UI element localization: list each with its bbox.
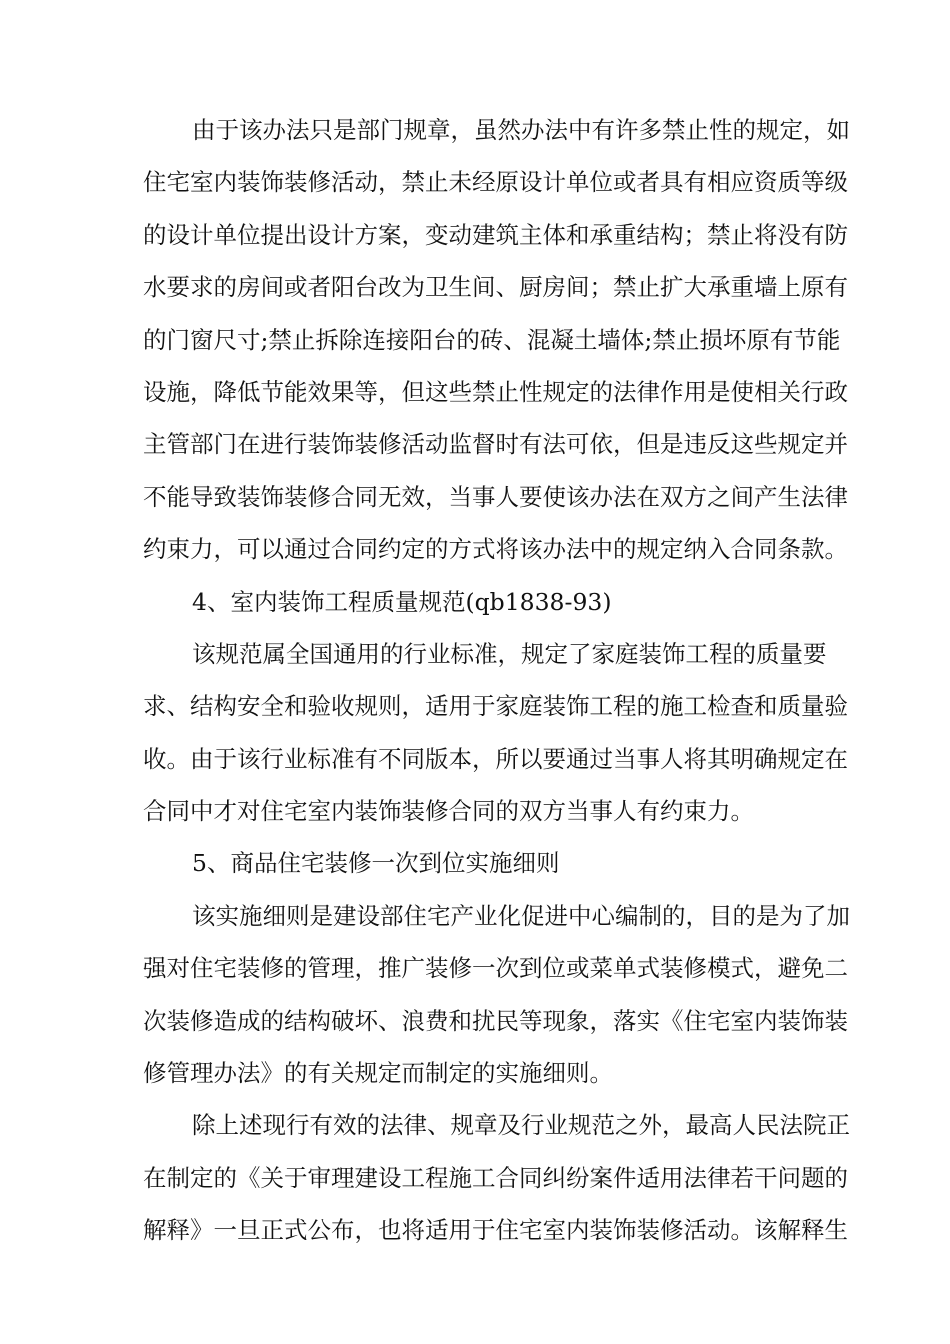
paragraph-line: 的设计单位提出设计方案，变动建筑主体和承重结构；禁止将没有防 xyxy=(143,220,848,249)
paragraph-line: 在制定的《关于审理建设工程施工合同纠纷案件适用法律若干问题的 xyxy=(143,1163,848,1192)
paragraph-line: 收。由于该行业标准有不同版本，所以要通过当事人将其明确规定在 xyxy=(143,744,848,773)
paragraph-line: 住宅室内装饰装修活动，禁止未经原设计单位或者具有相应资质等级 xyxy=(143,168,848,197)
paragraph-line: 求、结构安全和验收规则，适用于家庭装饰工程的施工检查和质量验 xyxy=(143,692,848,721)
paragraph-line: 除上述现行有效的法律、规章及行业规范之外，最高人民法院正 xyxy=(192,1111,850,1140)
paragraph-line: 该规范属全国通用的行业标准，规定了家庭装饰工程的质量要 xyxy=(192,639,827,668)
paragraph-line: 约束力，可以通过合同约定的方式将该办法中的规定纳入合同条款。 xyxy=(143,535,848,564)
paragraph-line: 该实施细则是建设部住宅产业化促进中心编制的，目的是为了加 xyxy=(192,901,850,930)
paragraph-line: 不能导致装饰装修合同无效，当事人要使该办法在双方之间产生法律 xyxy=(143,482,848,511)
paragraph-line: 强对住宅装修的管理，推广装修一次到位或菜单式装修模式，避免二 xyxy=(143,954,848,983)
paragraph-line: 水要求的房间或者阳台改为卫生间、厨房间；禁止扩大承重墙上原有 xyxy=(143,273,848,302)
paragraph-line: 合同中才对住宅室内装饰装修合同的双方当事人有约束力。 xyxy=(143,797,754,826)
paragraph-line: 主管部门在进行装饰装修活动监督时有法可依，但是违反这些规定并 xyxy=(143,430,848,459)
paragraph-line: 设施，降低节能效果等，但这些禁止性规定的法律作用是使相关行政 xyxy=(143,377,848,406)
paragraph-line: 的门窗尺寸;禁止拆除连接阳台的砖、混凝土墙体;禁止损坏原有节能 xyxy=(143,325,841,354)
section-heading: 5、商品住宅装修一次到位实施细则 xyxy=(192,849,560,878)
paragraph-line: 次装修造成的结构破坏、浪费和扰民等现象，落实《住宅室内装饰装 xyxy=(143,1006,848,1035)
document-body xyxy=(143,104,850,1257)
section-heading: 4、室内装饰工程质量规范(qb1838-93) xyxy=(192,587,612,616)
paragraph-line: 修管理办法》的有关规定而制定的实施细则。 xyxy=(143,1059,613,1088)
paragraph-line: 解释》一旦正式公布，也将适用于住宅室内装饰装修活动。该解释生 xyxy=(143,1216,848,1245)
paragraph-line: 由于该办法只是部门规章，虽然办法中有许多禁止性的规定，如 xyxy=(192,116,850,144)
